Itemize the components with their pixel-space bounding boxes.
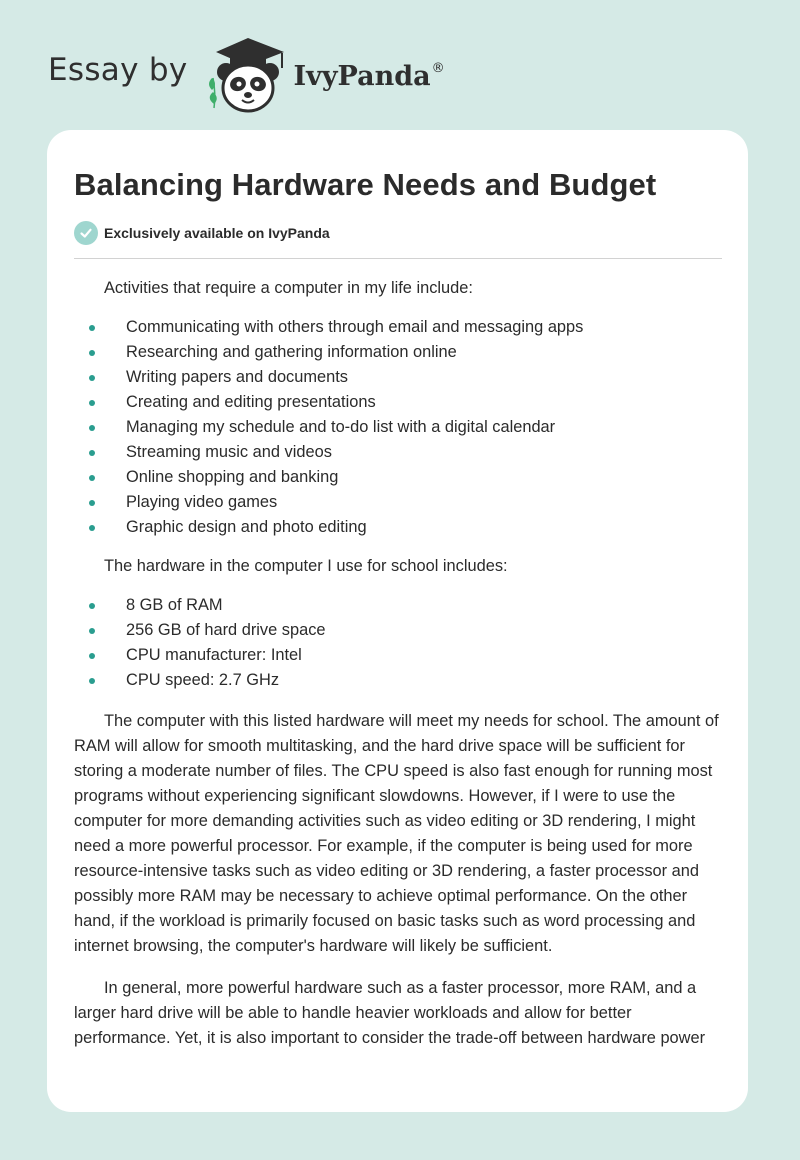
divider xyxy=(74,258,722,259)
bullet-dot-icon xyxy=(89,525,95,531)
list-item: Writing papers and documents xyxy=(74,365,722,390)
essay-body xyxy=(74,276,722,1051)
list-item: Playing video games xyxy=(74,490,722,515)
bullet-dot-icon xyxy=(89,350,95,356)
list-item: Communicating with others through email and messaging apps xyxy=(74,315,722,340)
paragraph-activities-intro: Activities that require a computer in my life include: xyxy=(104,279,473,297)
bullet-dot-icon xyxy=(89,603,95,609)
hardware-list xyxy=(74,593,722,693)
list-item: Managing my schedule and to-do list with a digital calendar xyxy=(74,415,722,440)
list-item: Streaming music and videos xyxy=(74,440,722,465)
brand-logo-text[interactable]: IvyPanda® xyxy=(293,60,445,92)
essay-card xyxy=(47,130,748,1112)
checkmark-icon xyxy=(74,221,98,245)
essay-by-label: Essay by xyxy=(48,52,188,88)
bullet-dot-icon xyxy=(89,628,95,634)
list-item: 8 GB of RAM xyxy=(74,593,722,618)
bullet-dot-icon xyxy=(89,425,95,431)
bullet-dot-icon xyxy=(89,450,95,456)
site-header xyxy=(48,34,445,114)
panda-graduation-cap-icon[interactable] xyxy=(202,34,290,114)
paragraph-body-1: The computer with this listed hardware will meet my needs for school. The amount of RAM will allow for smooth multitasking, and the hard drive space will be sufficient for storing a moderate number of files. The CPU speed is also fast enough for running most programs without experiencing significant slowdowns. However, if I were to use the computer for more demanding activities such as video editing or 3D rendering, I might need a more powerful processor. For example, if the computer is being used for more resource-intensive tasks such as video editing or 3D rendering, a faster processor and possibly more RAM may be necessary to achieve optimal performance. On the other hand, if the workload is primarily focused on basic tasks such as word processing and internet browsing, the computer's hardware will likely be sufficient. xyxy=(74,712,719,955)
bullet-dot-icon xyxy=(89,500,95,506)
bullet-dot-icon xyxy=(89,475,95,481)
registered-mark: ® xyxy=(431,60,445,76)
list-item: 256 GB of hard drive space xyxy=(74,618,722,643)
page-title: Balancing Hardware Needs and Budget xyxy=(74,167,657,202)
bullet-dot-icon xyxy=(89,678,95,684)
list-item: Creating and editing presentations xyxy=(74,390,722,415)
bullet-dot-icon xyxy=(89,375,95,381)
badge-label: Exclusively available on IvyPanda xyxy=(104,225,330,241)
list-item: Researching and gathering information online xyxy=(74,340,722,365)
list-item: Online shopping and banking xyxy=(74,465,722,490)
bullet-dot-icon xyxy=(89,653,95,659)
activities-list xyxy=(74,315,722,540)
paragraph-body-2: In general, more powerful hardware such as a faster processor, more RAM, and a larger hard drive will be able to handle heavier workloads and allow for better performance. Yet, it is also important to consider the trade-off between hardware power xyxy=(74,979,706,1047)
bullet-dot-icon xyxy=(89,400,95,406)
bullet-dot-icon xyxy=(89,325,95,331)
list-item: CPU manufacturer: Intel xyxy=(74,643,722,668)
list-item: Graphic design and photo editing xyxy=(74,515,722,540)
list-item: CPU speed: 2.7 GHz xyxy=(74,668,722,693)
paragraph-hardware-intro: The hardware in the computer I use for school includes: xyxy=(104,557,508,575)
exclusive-badge xyxy=(74,221,722,245)
